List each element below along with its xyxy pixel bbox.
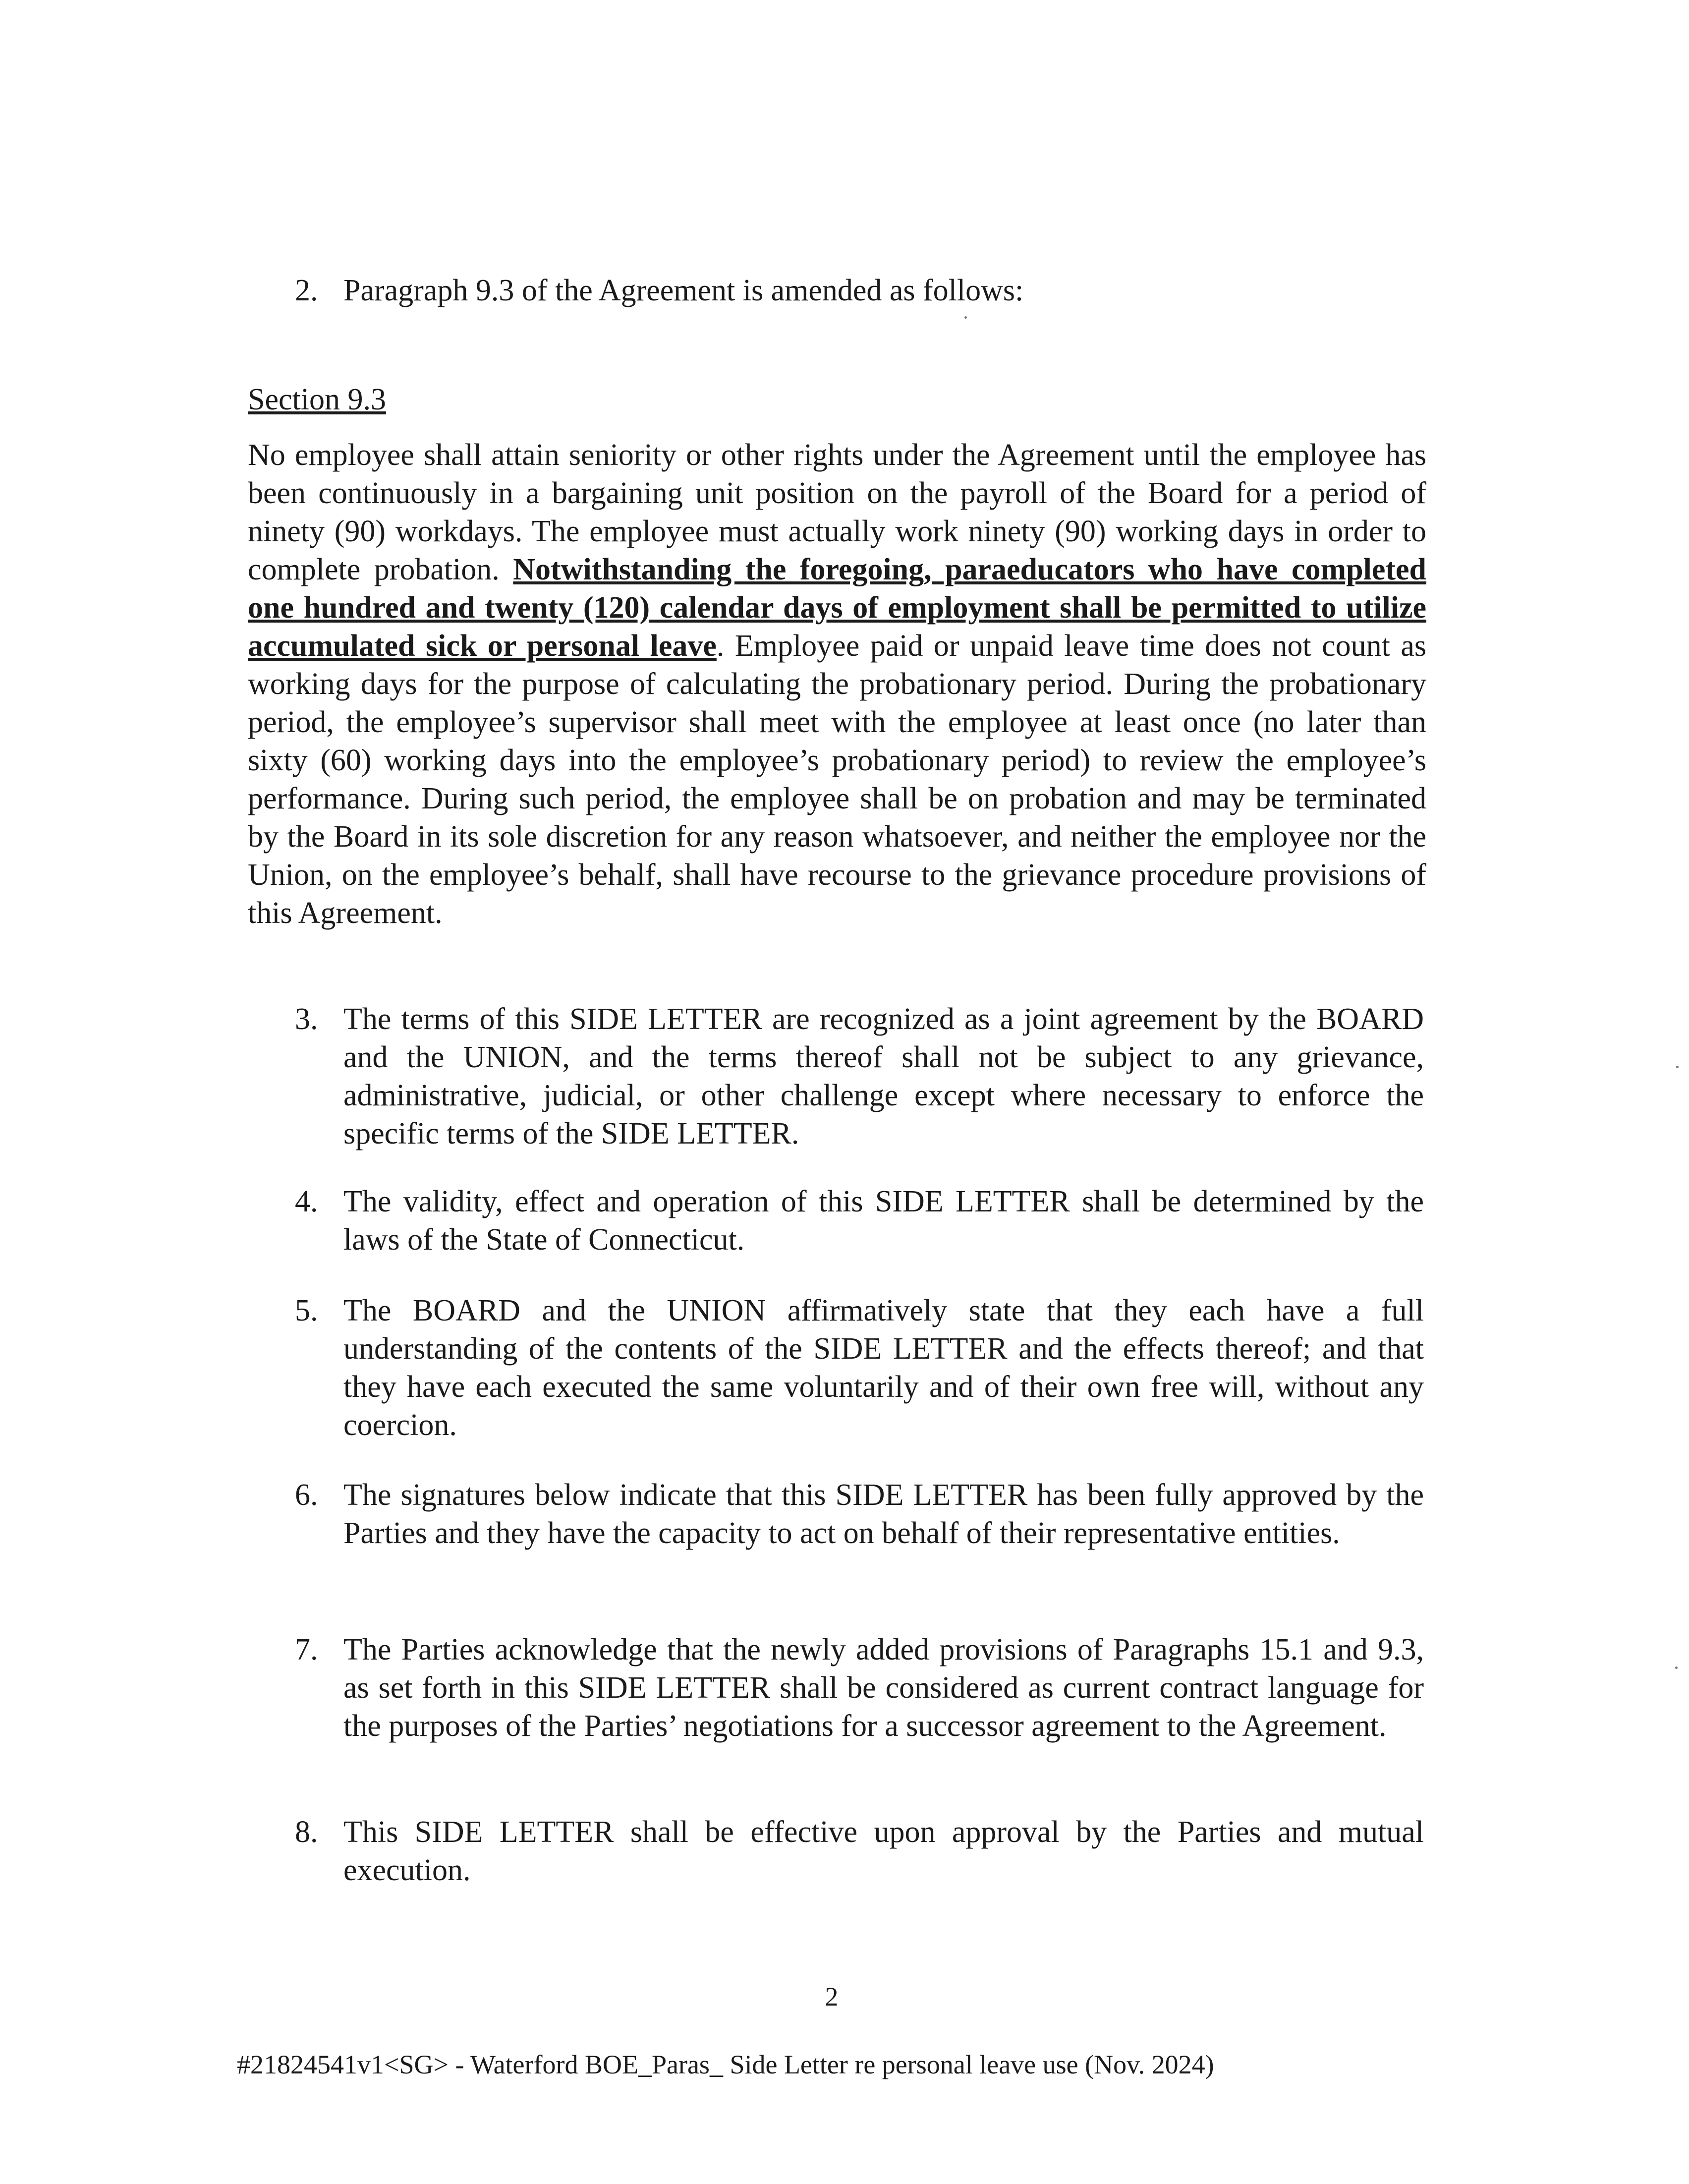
document-footer: #21824541v1<SG> - Waterford BOE_Paras_ Side Letter re personal leave use (Nov. 2024) [237, 2050, 1214, 2079]
page-number [0, 1982, 1689, 2012]
section-body [248, 436, 1426, 932]
scan-speck [964, 316, 967, 319]
item-7-number: 7. [295, 1633, 318, 1667]
item-5-text: The BOARD and the UNION affirmatively state that they each have a full understanding of the contents of the SIDE LETTER and the effects thereof; and that they have each executed the same voluntarily and of their own free will, without any coercion. [343, 1294, 1424, 1442]
item-4-number: 4. [295, 1185, 318, 1218]
item-3-number: 3. [295, 1002, 318, 1036]
scan-speck [1676, 1066, 1679, 1068]
item-6-number: 6. [295, 1478, 318, 1512]
page-number-text: 2 [825, 1982, 839, 2012]
item-2-number: 2. [295, 274, 318, 307]
item-4-text: The validity, effect and operation of this SIDE LETTER shall be determined by the laws of the State of Connecticut. [343, 1185, 1424, 1257]
item-8-text: This SIDE LETTER shall be effective upon approval by the Parties and mutual execution. [343, 1815, 1424, 1887]
item-6-text: The signatures below indicate that this SIDE LETTER has been fully approved by the Parties and they have the capacity to act on behalf of their representative entities. [343, 1478, 1424, 1550]
section-heading: Section 9.3 [248, 383, 386, 416]
scan-speck [1675, 1667, 1678, 1669]
item-2-text: Paragraph 9.3 of the Agreement is amended as follows: [343, 274, 1024, 307]
item-7-text: The Parties acknowledge that the newly added provisions of Paragraphs 15.1 and 9.3, as set forth in this SIDE LETTER shall be considered as current contract language for the purposes of the Parties’ negotiations for a successor agreement to the Agreement. [343, 1633, 1424, 1743]
section-text-after: . Employee paid or unpaid leave time does not count as working days for the purpose of calculating the probationary period. During the probationary period, the employee’s supervisor shall meet with the employee at least once (no later than sixty (60) working days into the employee’s probationary period) to review the employee’s performance. During such period, the employee shall be on probation and may be terminated by the Board in its sole discretion for any reason whatsoever, and neither the employee nor the Union, on the employee’s behalf, shall have recourse to the grievance procedure provisions of this Agreement. [248, 629, 1427, 930]
section-text-bold: Notwithstanding the foregoing, paraeducators who have completed one hundred and twenty (120) calendar days of employment shall be permitted to utilize accumulated sick or personal leave [248, 553, 1426, 663]
item-3-text: The terms of this SIDE LETTER are recognized as a joint agreement by the BOARD and the UNION, and the terms thereof shall not be subject to any grievance, administrative, judicial, or other challenge except where necessary to enforce the specific terms of the SIDE LETTER. [343, 1002, 1424, 1150]
section-text-before: No employee shall attain seniority or other rights under the Agreement until the employee has been continuously in a bargaining unit position on the payroll of the Board for a period of ninety (90) workdays. The employee must actually work ninety (90) working days in order to complete probation. [248, 438, 1426, 586]
item-8-number: 8. [295, 1815, 318, 1849]
item-5-number: 5. [295, 1294, 318, 1327]
